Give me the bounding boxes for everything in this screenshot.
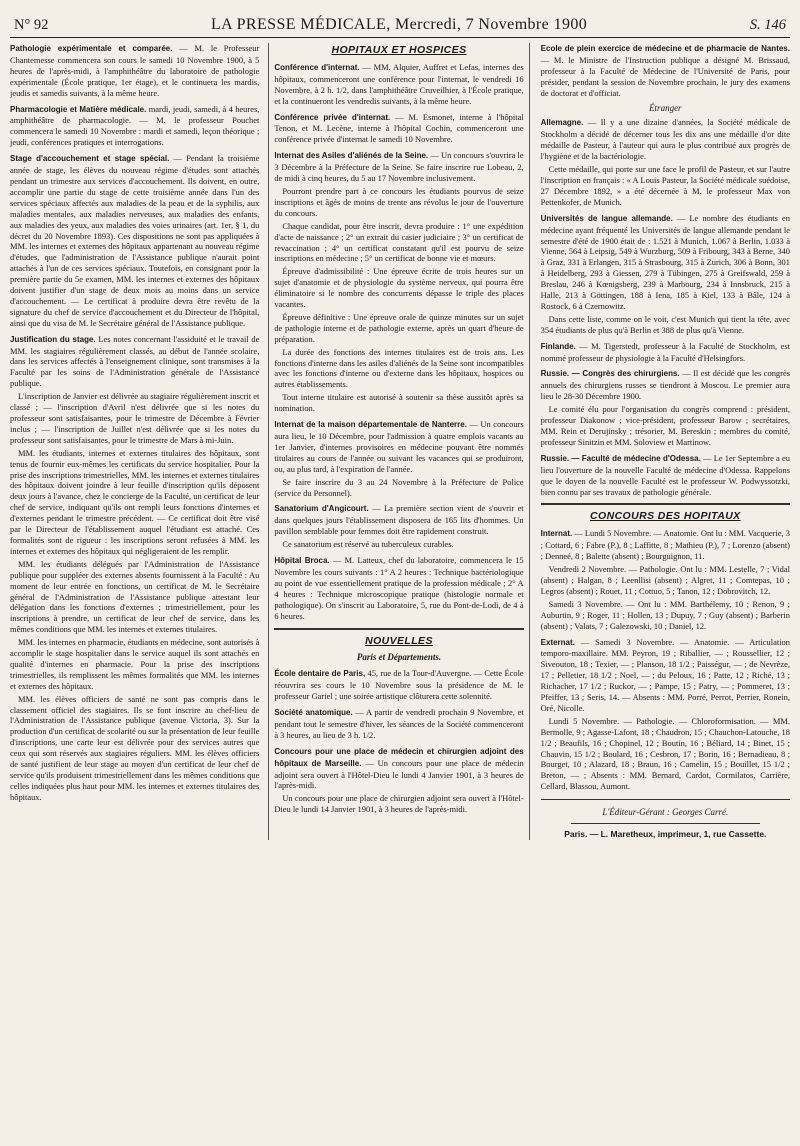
paragraph (541, 528, 790, 562)
paragraph (274, 62, 523, 107)
paragraph-text: Le comité élu pour l'organisation du congrès comprend : président, professeur Diakonow ; vice-président, professeur Barow ; secrétaires, MM. Rein et Derujinsky ; trésorier, M. Bereskin ; membres du comité, professeur Sinitzin et MM. Soloview et Martinow. (540, 404, 790, 447)
paragraph (541, 341, 790, 364)
paragraph-heading: Concours pour une place de médecin et chirurgien adjoint des hôpitaux de Marseille. (274, 746, 524, 768)
column-left (10, 43, 259, 840)
paragraph-text: 45, rue de la Tour-d'Auvergne. — Cette École réouvrira ses cours le 10 Novembre sous la présidence de M. le professeur Gariel ; une soirée artistique clôturera cette solennité. (274, 668, 524, 702)
paragraph (541, 43, 790, 99)
paragraph-text: Se faire inscrire du 3 au 24 Novembre à la Préfecture de Police (service du Personnel). (274, 476, 524, 498)
paragraph (541, 213, 790, 312)
paragraph-text: — M. le Professeur Chantemesse commencera son cours le samedi 10 Novembre 1900, à 5 heures de l'après-midi, à l'amphithéâtre du laboratoire de pathologie expérimentale (École pratique, 1er étage), et le continuera les mardis, jeudis et samedis suivants, à la même heure. (10, 43, 260, 98)
nantes-items (541, 43, 790, 99)
paragraph (274, 746, 523, 792)
paragraph-heading: Internat des Asiles d'aliénés de la Seine. (274, 151, 429, 161)
paragraph-text: Chaque candidat, pour être inscrit, devra produire : 1° une expédition d'acte de naissance ; 2° un extrait du casier judiciaire ; 3° un certificat de revaccination ; 4° un certificat constatant qu'il est pourvu de seize inscriptions en médecine ; 5° un certificat de bonne vie et mœurs. (274, 220, 524, 264)
paragraph-text: MM. les internes en pharmacie, étudiants en médecine, sont autorisés à accomplir le stage hospitalier dans le service auquel ils sont attachés en qualité d'internes en pharmacie. Pour la prise des inscriptions trimestrielles, ils remplissent les mêmes formalités que MM. les internes et externes des hôpitaux. (10, 637, 260, 691)
paragraph (10, 153, 259, 329)
paragraph-heading: Russie. — Faculté de médecine d'Odessa. (540, 453, 701, 463)
paragraph-text: MM. les élèves officiers de santé ne sont pas compris dans le classement officiel des stagiaires. Ils se font inscrire au chef-lieu de l'Administration de l'Assistance publique (avenue Victoria, 3). Sur la production d'un certificat de scolarité ou sur la présentation de leur feuille d'inscriptions, une carte leur est délivrée pour des services autres que ceux qui sont réservés aux stagiaires réguliers. MM. les élèves officiers de santé justifient de leur stage au moyen d'un certificat de leur chef de service qu'ils produisent trimestriellement dans les mêmes conditions que celles indiquées plus haut pour MM. les internes et externes titulaires des hôpitaux. (10, 693, 260, 802)
paragraph (541, 404, 790, 448)
paragraph-heading: Internat. (540, 529, 573, 539)
paragraph-heading: Société anatomique. (274, 708, 353, 718)
issue-number: N° 92 (14, 17, 49, 33)
paragraph (274, 312, 523, 345)
paragraph (10, 334, 259, 390)
paragraph (274, 503, 523, 537)
paragraph (10, 391, 259, 446)
paragraph-heading: École dentaire de Paris, (274, 669, 366, 679)
section-title-nouvelles: NOUVELLES (365, 634, 433, 647)
paragraph-heading: Conférence privée d'internat. (274, 112, 391, 122)
paragraph-text: Vendredi 2 Novembre. — Pathologie. Ont lu : MM. Lestelle, 7 ; Vidal (absent) ; Halgan, 8 ; Leenllisi (absent) ; Algret, 11 ; Comtepas, 10 ; Legros (absent) ; Rouet, 11 ; Cottuo, 5 ; Tanon, 12 ; Dobrovitch, 12. (540, 564, 790, 596)
divider (541, 503, 790, 505)
paragraph-text: — Il est décidé que les congrès annuels des chirurgiens russes se tiendront à Moscou. Le premier aura lieu le 28-30 Décembre 1900. (540, 368, 790, 402)
paragraph-text: Lundi 5 Novembre. — Pathologie. — Chloroformisation. — MM. Bermolle, 9 ; Agasse-Lafont, 18 ; Chaudron, 15 ; Chauchon-Latouche, 18 1/2 ; Beaufils, 16 ; Chopinel, 12 ; Boutin, 16 ; Béliard, 14 ; Binet, 15 ; Chauvin, 15 1/2 ; Boulard, 16 ; Cesbron, 17 ; Borin, 16 ; Bernadieau, 8 ; Bourget, 10 ; Alazard, 18 ; Braun, 16 ; Camelin, 15 ; Bouillet, 15 1/2 ; Breton, — ; Absents : MM. Bernard, Cardot, Cormilatos, Carrière, Cellard, Blassou, Aumont. (540, 715, 790, 792)
paragraph (541, 368, 790, 402)
paragraph-heading: Russie. — Congrès des chirurgiens. (540, 369, 680, 379)
paragraph-text: — MM. Alquier, Auffret et Lefas, internes des hôpitaux, commenceront une conférence pour l'internat, le vendredi 16 Novembre, à 2 h. 1/2, dans l'amphithéâtre Cruveilhier, à l'École pratique, et la continueront les vendredis suivants, à la même heure. (274, 61, 524, 106)
paragraph-text: — Un concours pour une place de médecin adjoint sera ouvert à l'Hôtel-Dieu le lundi 4 Janvier 1901, à 3 heures de l'après-midi. (274, 757, 524, 791)
paragraph-heading: Pharmacologie et Matière médicale. (10, 104, 147, 114)
paragraph-text: — Samedi 3 Novembre. — Anatomie. — Articulation temporo-maxillaire. MM. Peyron, 19 ; Riballier, — ; Roussellier, 12 ; Siveouton, 18 ; Texier, — ; Planson, 18 1/2 ; Paisségur, — ; de Nevrèze, 17 ; Pelletier, 18 1/2 ; Noel, — ; du Peloux, 16 ; Patte, 12 ; Riché, 13 ; Richacher, 17 1/2 ; Ruckor, — ; Pampe, 15 ; Patry, — ; Pommeret, 13 ; Pfeiffer, 13 ; Seris, 14. — Absents : MM. Porré, Perrot, Perrier, Ronein, Oré, Nicolle. (540, 636, 790, 713)
paragraph-text: La durée des fonctions des internes titulaires est de trois ans. Les fonctions d'interne dans les asiles d'aliénés de la Seine sont incompatibles avec les fonctions d'interne ou d'externe dans les hôpitaux, hospices ou autres établissements. (274, 346, 524, 390)
paragraph-text: Ce sanatorium est réservé au tuberculeux curables. (282, 539, 454, 550)
paragraph-text: — M. Tigerstedt, professeur à la Faculté de Stockholm, est nommé professeur de physiologie à la Faculté d'Helsingfors. (540, 340, 790, 363)
nouvelles-items (274, 668, 523, 815)
masthead-title: LA PRESSE MÉDICALE, Mercredi, 7 Novembre 1900 (210, 16, 588, 33)
paragraph-heading: Externat. (540, 637, 575, 647)
paragraph-heading: Finlande. (540, 341, 576, 351)
paragraph (10, 559, 259, 635)
paragraph-text: — Le 1er Septembre a eu lieu l'ouverture de la nouvelle Faculté de médecine d'Odessa. Rappelons que le doyen de la nouvelle Faculté est le professeur W. Podwyssotzki, bien connu par ses travaux de pathologie générale. (540, 452, 790, 497)
paragraph (541, 164, 790, 208)
paragraph-text: MM. les étudiants, internes et externes titulaires des hôpitaux, sont tenus de fournir eux-mêmes les certificats du service hospitalier. Pour la prise des inscriptions trimestrielles, MM. les internes et externes titulaires des hôpitaux doivent joindre à leur feuille d'inscription qu'ils déposent deux jours à l'avance, chez le concierge de la Faculté, un certificat de leur chef de service, indiquant qu'ils ont rempli leurs fonctions d'internes et d'externes pendant le trimestre précédent. — Ce certificat doit être visé par le Directeur de l'établissement auquel l'étudiant est attaché. Ces formalités sont de rigueur : les inscriptions seront refusées à MM. les internes et externes des hôpitaux qui négligeraient de les remplir. (10, 447, 260, 556)
paragraph (541, 564, 790, 597)
paragraph-text: Les notes concernant l'assiduité et le travail de MM. les stagiaires régulièrement classés, au début de l'année scolaire, dans les services affectés à l'enseignement clinique, sont transmises à la Faculté par les soins de l'Administration générale de l'Assistance publique. (10, 333, 260, 389)
section-title-hopitaux: HOPITAUX ET HOSPICES (331, 44, 467, 56)
paragraph-heading: Internat de la maison départementale de Nanterre. (274, 420, 467, 430)
paragraph-text: — Un concours aura lieu, le 10 Décembre, pour l'admission à quatre emplois vacants au 1er Janvier, d'internes provisoires en médecine pouvant être nommés titulaires au cours de l'année ou suivant les vacances qui se produiront, ou, au plus tard, à l'expiration de l'année. (274, 419, 524, 474)
paragraph (541, 117, 790, 162)
paragraph (274, 539, 523, 550)
paragraph-heading: Stage d'accouchement et stage spécial. (10, 154, 170, 164)
paragraph (10, 637, 259, 692)
paragraph-text: Cette médaille, qui porte sur une face le profil de Pasteur, et sur l'autre l'inscription en français : « A Louis Pasteur, la Société médicale suédoise, 27 Décembre 1892, » a été décernée à M. le professeur Max von Pettenkofer, de Munich. (540, 164, 790, 207)
paragraph-text: — M. Latteux, chef du laboratoire, commencera le 15 Novembre les cours suivants : 1° A 2 heures : Technique bactériologique au point de vue essentiellement pratique de la profession médicale ; 2° A 4 heures : Technique microscopique pratique (histologie normale et pathologique). On s'inscrit au Laboratoire, 5, rue du Pont-de-Lodi, de 4 à 6 heures. (274, 555, 524, 621)
paragraph-text: — La première section vient de s'ouvrir et dans quelques jours l'établissement disposera de 165 lits d'hommes. Un pavillon semblable pour femmes doit être rapidement construit. (274, 503, 524, 537)
paragraph (541, 599, 790, 632)
paragraph-heading: Universités de langue allemande. (540, 213, 673, 223)
paragraph-text: — Il y a une dizaine d'années, la Société médicale de Stockholm a décidé de décerner tous les dix ans une médaille d'or dite médaille de Pasteur, à l'auteur qui aura le plus contribué aux progrès de l'hygiène et de la bactériologie. (540, 117, 790, 162)
paragraph-text: Un concours pour une place de chirurgien adjoint sera ouvert à l'Hôtel-Dieu le lundi 14 Janvier 1901, à 3 heures de l'après-midi. (274, 793, 524, 815)
paragraph-text: — M. le Ministre de l'Instruction publique a désigné M. Brissaud, professeur à la Faculté de Médecine de l'Université de Paris, pour présider, pendant la session de Novembre prochain, le jury des examens de doctorat et d'officiat. (540, 54, 790, 98)
divider (571, 823, 760, 824)
paragraph-text: mardi, jeudi, samedi, à 4 heures, amphithéâtre de pharmacologie. — M. le professeur Pouchet commencera le samedi 10 Novembre : mardi et samedi, leçon théorique ; jeudi, conférences pratiques et interrogations. (10, 103, 260, 148)
paragraph-text: — A partir de vendredi prochain 9 Novembre, et pendant tout le semestre d'hiver, les séances de la Société commenceront à 3 heures, au lieu de 3 h. 1/2. (274, 707, 524, 740)
paragraph (274, 347, 523, 391)
printer-line: Paris. — L. Maretheux, imprimeur, 1, rue Cassette. (564, 829, 767, 840)
concours-items (541, 528, 790, 792)
paragraph-heading: Pathologie expérimentale et comparée. (10, 44, 173, 53)
paragraph-heading: Conférence d'internat. (274, 62, 360, 72)
paragraph-text: Épreuve définitive : Une épreuve orale de quinze minutes sur un sujet de pathologie interne et de pathologie externe, après un quart d'heure de préparation. (274, 311, 524, 344)
section-subtitle-paris: Paris et Départements. (356, 652, 442, 663)
paragraph (274, 112, 523, 146)
paragraph-text: — Lundi 5 Novembre. — Anatomie. Ont lu : MM. Vacquerie, 3 ; Cottard, 6 ; Fabre (P.), 8 ; Laffitte, 8 ; Mathieu (P.), 7 ; Lorenzo (absent) ; Denneé, 8 ; Balette (absent) ; Bourguignon, 11. (540, 528, 790, 562)
paragraph (274, 555, 523, 621)
paragraph (10, 694, 259, 803)
paragraph (541, 314, 790, 336)
paragraph (274, 419, 523, 475)
page-header (10, 5, 790, 38)
editor-line: L'Éditeur-Gérant : Georges Carré. (602, 807, 729, 818)
paragraph-heading: Hôpital Broca. (274, 556, 330, 566)
paragraph-heading: Ecole de plein exercice de médecine et de pharmacie de Nantes. (540, 44, 790, 53)
paragraph (541, 716, 790, 792)
paragraph-text: MM. les étudiants délégués par l'Administration de l'Assistance publique pour suppléer des externes absents fournissent à la Faculté : Au moment de leur entrée en fonctions, un certificat de M. le Secrétaire général de l'Administration de l'Assistance publique attestant leur délégation dans les fonctions d'externes ; trimestriellement, pour les inscriptions à prendre, un certificat de leur chef de service, dans les mêmes conditions que MM. les internes et externes titulaires. (10, 558, 260, 635)
paragraph-text: — Le nombre des étudiants en médecine ayant fréquenté les Universités de langue allemande pendant le semestre d'été de 1900 était de : 1.521 à Munich, 1.067 à Berlin, 1.033 à Vienne, 564 à Leipsig, 549 à Wurzburg, 509 à Fribourg, 343 à Berne, 340 à Graz, 331 à Erlangen, 315 à Strasbourg, 315 à Zurich, 306 à Bonn, 301 à Heidelberg, 293 à Giessen, 279 à Tübingen, 275 à Greifswald, 259 à Breslau, 246 à Kœnigsberg, 239 à Marbourg, 234 à Innsbruck, 215 à Halle, 213 à Göttingen, 188 à Iena, 185 à Kiel, 133 à Bâle, 124 à Rostock, 6 à Czernowitz. (540, 212, 790, 311)
paragraph-text: Tout interne titulaire est autorisé à soutenir sa thèse aussitôt après sa nomination. (274, 392, 524, 414)
paragraph (10, 104, 259, 149)
paragraph (274, 150, 523, 184)
paragraph (274, 392, 523, 414)
paragraph-heading: Allemagne. (540, 118, 584, 128)
paragraph (274, 266, 523, 310)
paragraph-text: L'inscription de Janvier est délivrée au stagiaire régulièrement inscrit et classé ; — l'inscription d'Avril n'est délivrée que si les notes du professeur sont satisfaisantes, pour le trimestre de Décembre à Février inclus ; — l'inscription de Juillet n'est délivrée que si les notes du professeur sont satisfaisantes, pour le trimestre de Mars à mi-Juin. (10, 391, 260, 445)
divider (541, 799, 790, 800)
section-title-concours: CONCOURS DES HOPITAUX (590, 510, 741, 523)
paragraph-text: Pourront prendre part à ce concours les étudiants pourvus de seize inscriptions et âgés de moins de trente ans révolus le jour de l'ouverture du concours. (274, 185, 524, 218)
paragraph-text: Épreuve d'admissibilité : Une épreuve écrite de trois heures sur un sujet d'anatomie et de physiologie du système nerveux, qui pourra être éliminatoire si le nombre des concurrents dépasse le triple des places vacantes. (274, 266, 524, 310)
section-subtitle-etranger: Étranger (649, 102, 682, 113)
paragraph (541, 637, 790, 714)
paragraph (274, 793, 523, 815)
hopitaux-items (274, 62, 523, 622)
column-right (539, 43, 790, 840)
divider (274, 628, 523, 630)
paragraph-text: — Un concours s'ouvrira le 3 Décembre à la Préfecture de la Seine. Se faire inscrire rue Lobeau, 2, de midi à cinq heures, du 5 au 17 Novembre inclusivement. (274, 150, 524, 184)
paragraph-text: — M. Esmonet, interne à l'hôpital Tenon, et M. Lecène, interne à l'hôpital Cochin, commenceront une conférence privée d'internat le samedi 10 Novembre. (274, 111, 524, 145)
paragraph (274, 477, 523, 499)
paragraph-heading: Sanatorium d'Angicourt. (274, 504, 369, 514)
paragraph (10, 448, 259, 557)
paragraph (274, 668, 523, 702)
paragraph (10, 43, 259, 99)
paragraph-text: Dans cette liste, comme on le voit, c'est Munich qui tient la tête, avec 354 étudiants de plus qu'à Berlin et 388 de plus qu'à Vienne. (540, 313, 790, 335)
paragraph (274, 186, 523, 219)
page-number: S. 146 (749, 17, 786, 33)
paragraph (541, 453, 790, 498)
etranger-items (541, 117, 790, 497)
columns (10, 38, 790, 840)
paragraph (274, 221, 523, 265)
paragraph-text: — Pendant la troisième année de stage, les élèves du nouveau régime d'études sont attachés pendant un trimestre aux services d'accouchement. Ils doivent, en outre, accomplir une partie du stage de cette troisième année dans l'un des services spéciaux affectés aux maladies de la peau et de la syphilis, aux maladies mentales, aux maladies nerveuses, aux maladies des enfants, aux maladies des yeux, aux maladies des voies urinaires (art. 1er, § 1, du décret du 20 Novembre 1893). Ces dispositions ne sont pas appliquées à MM. les internes et externes des hôpitaux appartenant au nouveau régime d'études, que l'administration de l'Assistance publique n'aurait point attachés à l'un de ces services spéciaux. Toutefois, en consignant pour la première partie du 5e examen, MM. les internes et externes des hôpitaux doivent justifier d'un stage de deux mois au moins dans un service d'accouchement. — Le certificat à produire devra être revêtu de la signature du chef de service d'accouchement et du Directeur de l'hôpital, ainsi que du visa de M. le Secrétaire général de l'Assistance publique. (10, 153, 260, 328)
paragraph-heading: Justification du stage. (10, 334, 96, 344)
newspaper-page (10, 5, 790, 1136)
paragraph (274, 707, 523, 741)
paragraph-text: Samedi 3 Novembre. — Ont lu : MM. Barthélemy, 10 ; Renon, 9 ; Auburtin, 9 ; Roger, 11 ; Hollen, 13 ; Dupuy, 7 ; Guy (absent) ; Barberin (absent) ; Valats, 7 ; Galezowski, 10 ; Daniel, 12. (540, 598, 790, 631)
column-middle (268, 43, 529, 840)
